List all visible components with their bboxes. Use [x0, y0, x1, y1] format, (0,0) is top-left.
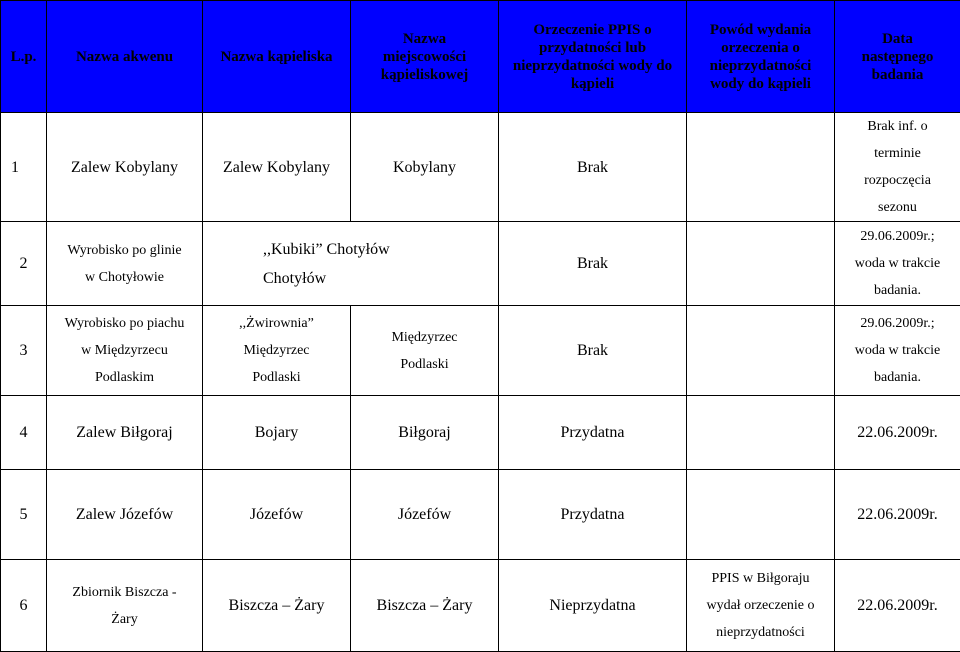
cell-powod — [687, 470, 835, 560]
cell-lp: 3 — [1, 306, 47, 396]
cell-orzeczenie: Brak — [499, 113, 687, 222]
cell-kapielisko: ,,Kubiki” Chotyłów Chotyłów — [203, 222, 499, 306]
cell-orzeczenie: Nieprzydatna — [499, 560, 687, 652]
cell-powod — [687, 306, 835, 396]
header-akwen: Nazwa akwenu — [47, 1, 203, 113]
cell-powod — [687, 396, 835, 470]
table-row — [1, 113, 960, 222]
cell-lp: 5 — [1, 470, 47, 560]
cell-lp: 4 — [1, 396, 47, 470]
header-lp: L.p. — [1, 1, 47, 113]
table-row — [1, 396, 960, 470]
cell-miejscowosc: Biszcza – Żary — [351, 560, 499, 652]
table-row — [1, 306, 960, 396]
cell-akwen: Wyrobisko po glinie w Chotyłowie — [47, 222, 203, 306]
cell-data: 22.06.2009r. — [835, 470, 960, 560]
cell-kapielisko: Zalew Kobylany — [203, 113, 351, 222]
header-powod: Powód wydania orzeczenia o nieprzydatności wody do kąpieli — [687, 1, 835, 113]
cell-data: 29.06.2009r.; woda w trakcie badania. — [835, 306, 960, 396]
cell-lp: 2 — [1, 222, 47, 306]
cell-data: 29.06.2009r.; woda w trakcie badania. — [835, 222, 960, 306]
cell-data: 22.06.2009r. — [835, 396, 960, 470]
cell-powod: PPIS w Biłgoraju wydał orzeczenie o nieprzydatności — [687, 560, 835, 652]
table-row — [1, 560, 960, 652]
header-data: Data następnego badania — [835, 1, 960, 113]
cell-miejscowosc: Międzyrzec Podlaski — [351, 306, 499, 396]
cell-lp: 6 — [1, 560, 47, 652]
cell-orzeczenie: Brak — [499, 306, 687, 396]
table-row — [1, 222, 960, 306]
cell-orzeczenie: Przydatna — [499, 396, 687, 470]
table-row — [1, 470, 960, 560]
header-row — [1, 1, 960, 113]
cell-orzeczenie: Przydatna — [499, 470, 687, 560]
cell-kapielisko: Biszcza – Żary — [203, 560, 351, 652]
cell-kapielisko: Józefów — [203, 470, 351, 560]
cell-akwen: Zbiornik Biszcza - Żary — [47, 560, 203, 652]
header-kapielisko: Nazwa kąpieliska — [203, 1, 351, 113]
cell-kapielisko: ,,Żwirownia” Międzyrzec Podlaski — [203, 306, 351, 396]
cell-powod — [687, 222, 835, 306]
cell-lp: 1 — [1, 113, 47, 222]
cell-powod — [687, 113, 835, 222]
cell-akwen: Zalew Biłgoraj — [47, 396, 203, 470]
cell-orzeczenie: Brak — [499, 222, 687, 306]
cell-data: 22.06.2009r. — [835, 560, 960, 652]
cell-data: Brak inf. o terminie rozpoczęcia sezonu — [835, 113, 960, 222]
cell-akwen: Wyrobisko po piachu w Międzyrzecu Podlaskim — [47, 306, 203, 396]
header-orzeczenie: Orzeczenie PPIS o przydatności lub nieprzydatności wody do kąpieli — [499, 1, 687, 113]
header-miejscowosc: Nazwa miejscowości kąpieliskowej — [351, 1, 499, 113]
cell-akwen: Zalew Kobylany — [47, 113, 203, 222]
cell-miejscowosc: Biłgoraj — [351, 396, 499, 470]
cell-akwen: Zalew Józefów — [47, 470, 203, 560]
cell-miejscowosc: Kobylany — [351, 113, 499, 222]
cell-kapielisko: Bojary — [203, 396, 351, 470]
cell-miejscowosc: Józefów — [351, 470, 499, 560]
